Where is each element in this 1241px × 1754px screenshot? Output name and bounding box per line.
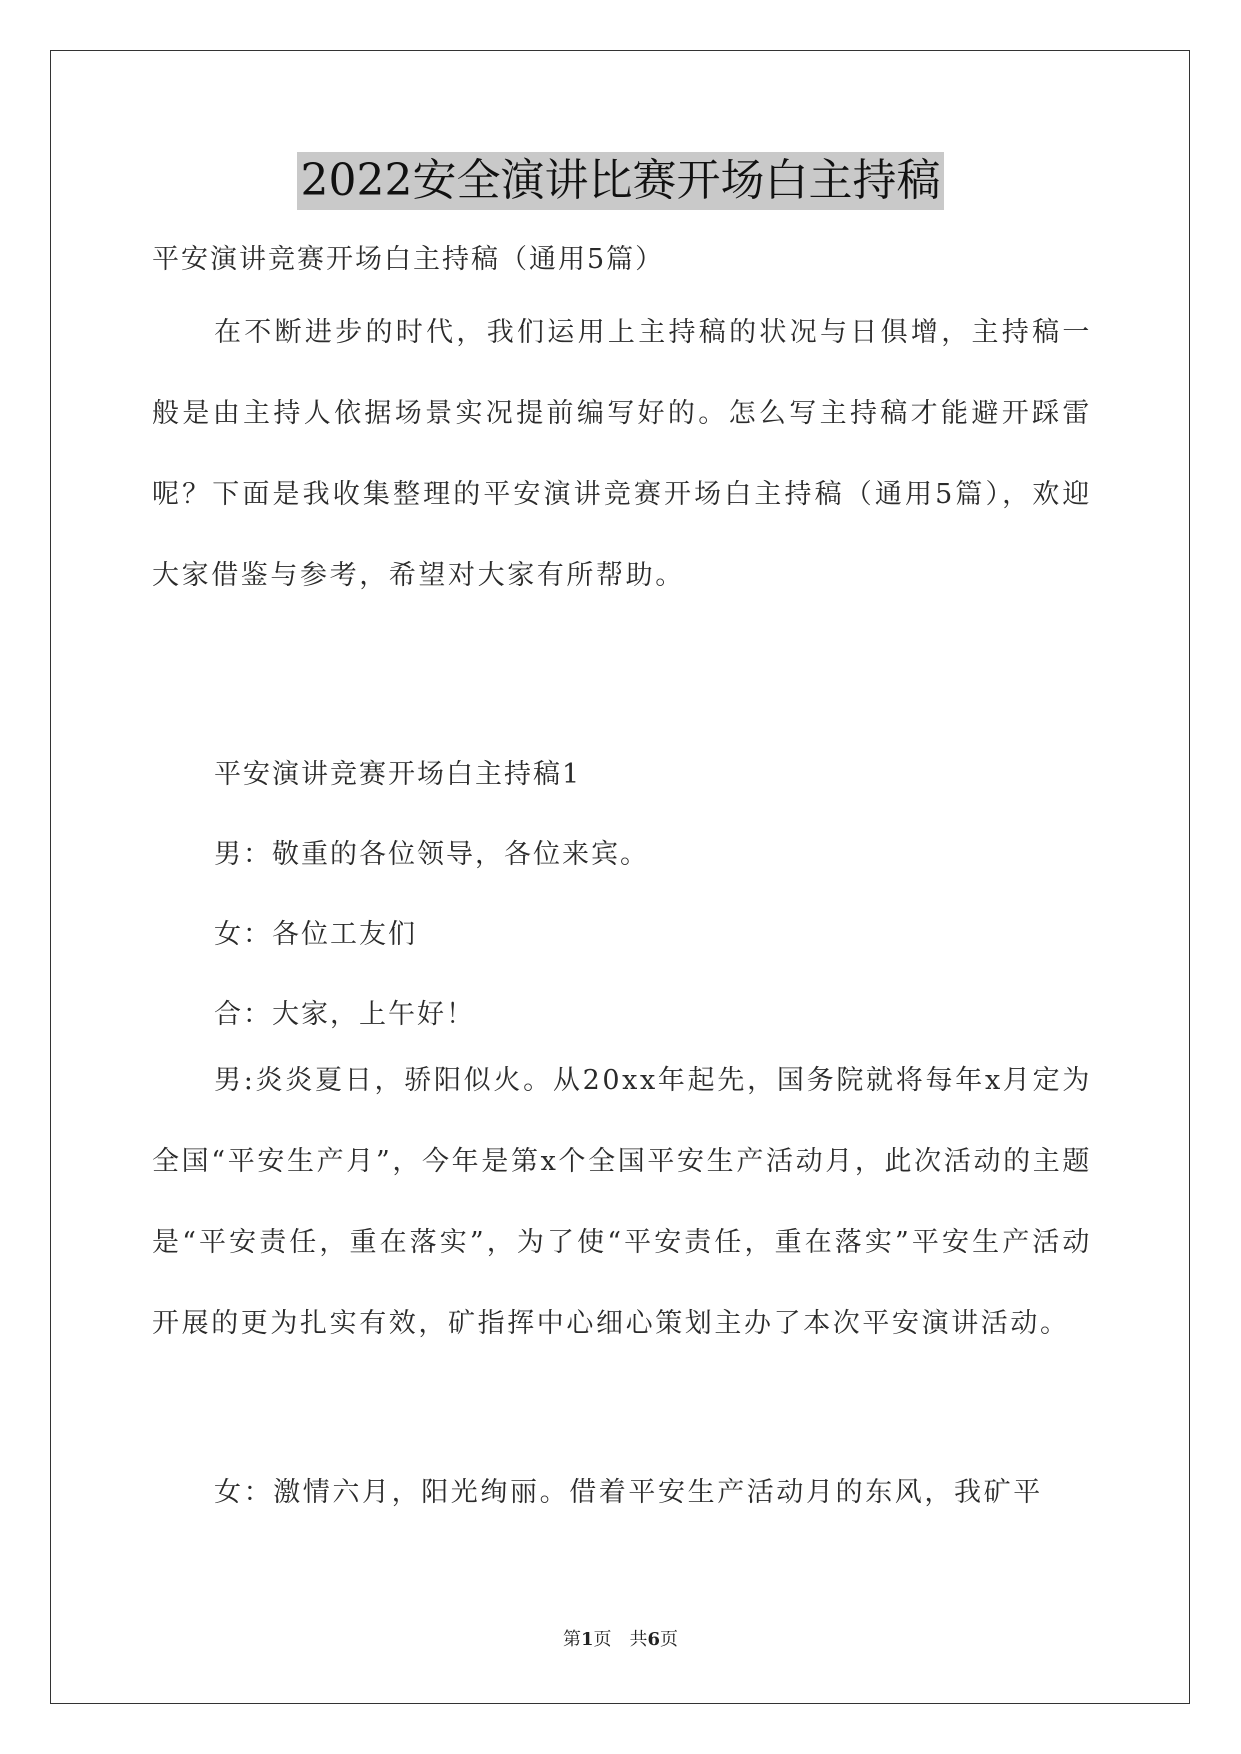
paragraph-female-speech: 女：激情六月，阳光绚丽。借着平安生产活动月的东风，我矿平 — [214, 1477, 1043, 1508]
document-title: 2022安全演讲比赛开场白主持稿 — [297, 152, 945, 210]
total-page-number: 6 — [647, 1629, 661, 1650]
page-label-prefix: 第 — [562, 1629, 581, 1650]
current-page-number: 1 — [580, 1629, 594, 1650]
dialogue-line-female-greeting: 女：各位工友们 — [214, 919, 417, 950]
document-subtitle: 平安演讲竞赛开场白主持稿（通用5篇） — [152, 244, 665, 275]
intro-paragraph: 在不断进步的时代，我们运用上主持稿的状况与日俱增，主持稿一般是由主持人依据场景实况提前编写好的。怎么写主持稿才能避开踩雷呢？下面是我收集整理的平安演讲竞赛开场白主持稿（通用5篇），欢迎大家借鉴与参考，希望对大家有所帮助。 — [152, 317, 1092, 591]
paragraph-male-speech: 男:炎炎夏日，骄阳似火。从20xx年起先，国务院就将每年x月定为全国“平安生产月”，今年是第x个全国平安生产活动月，此次活动的主题是“平安责任，重在落实”，为了使“平安责任，重在落实”平安生产活动开展的更为扎实有效，矿指挥中心细心策划主办了本次平安演讲活动。 — [152, 1065, 1092, 1339]
dialogue-line-male-greeting: 男：敬重的各位领导，各位来宾。 — [214, 839, 649, 870]
section-heading: 平安演讲竞赛开场白主持稿1 — [214, 759, 582, 790]
page-label-mid: 页 共 — [593, 1629, 648, 1650]
dialogue-line-together: 合：大家，上午好！ — [214, 999, 475, 1030]
title-container — [0, 152, 1241, 210]
page-footer — [0, 1625, 1241, 1651]
page-label-suffix: 页 — [660, 1629, 679, 1650]
